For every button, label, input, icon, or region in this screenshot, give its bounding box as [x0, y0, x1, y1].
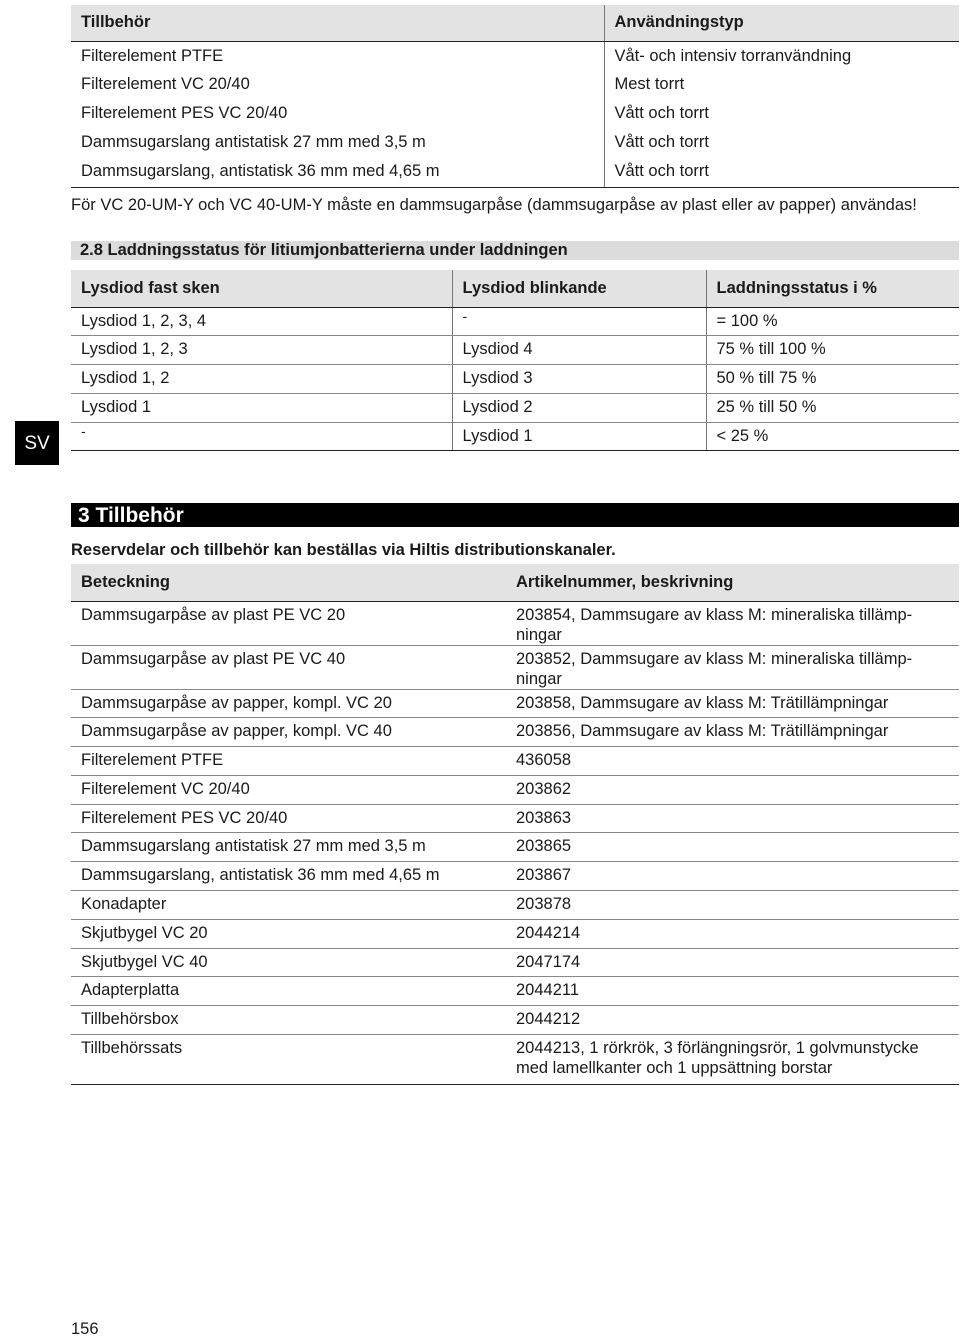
table-cell: Våt- och intensiv torranvändning — [604, 41, 959, 70]
table-cell: Adapterplatta — [71, 977, 506, 1006]
table-row — [71, 41, 959, 70]
table-row — [71, 804, 959, 833]
table-cell: Lysdiod 1, 2, 3 — [71, 336, 452, 365]
table-cell: = 100 % — [706, 307, 959, 336]
table-cell: 25 % till 50 % — [706, 393, 959, 422]
bag-requirement-note: För VC 20-UM-Y och VC 40-UM-Y måste en dammsugarpåse (dammsugarpåse av plast eller av papper) användas! — [71, 196, 917, 214]
page-number: 156 — [71, 1320, 99, 1338]
table-cell: - — [71, 422, 452, 451]
table-row — [71, 1006, 959, 1035]
table-cell: Filterelement PTFE — [81, 46, 224, 65]
table-cell: Lysdiod 1 — [452, 422, 706, 451]
table-cell: 50 % till 75 % — [706, 365, 959, 394]
charge-status-table — [71, 270, 959, 451]
table-cell: 75 % till 100 % — [706, 336, 959, 365]
table-cell: Konadapter — [71, 891, 506, 920]
table-cell: Skjutbygel VC 40 — [71, 948, 506, 977]
table-header-row — [71, 5, 959, 41]
table-cell: 203852, Dammsugare av klass M: mineraliska tillämp- ningar — [506, 645, 959, 689]
table-row — [71, 862, 959, 891]
column-header: Tillbehör — [71, 5, 604, 41]
table-row — [71, 601, 959, 645]
table-cell: - — [452, 307, 706, 336]
table-cell: Filterelement VC 20/40 — [71, 775, 506, 804]
column-header: Lysdiod fast sken — [71, 270, 452, 307]
table-cell: 203867 — [506, 862, 959, 891]
table-cell: Vått och torrt — [604, 99, 959, 128]
table-cell: 2044211 — [506, 977, 959, 1006]
table-row — [71, 977, 959, 1006]
spare-parts-table — [71, 564, 959, 1085]
table-cell: Lysdiod 4 — [452, 336, 706, 365]
table-cell: Dammsugarslang, antistatisk 36 mm med 4,65 m — [71, 157, 604, 187]
table-row — [71, 422, 959, 451]
table-row — [71, 775, 959, 804]
table-cell: Tillbehörsbox — [71, 1006, 506, 1035]
table-header-row — [71, 270, 959, 307]
table-row — [71, 128, 959, 157]
table-cell: Dammsugarslang antistatisk 27 mm med 3,5 m — [71, 833, 506, 862]
language-tab: SV — [15, 421, 59, 465]
table-cell: 2044214 — [506, 919, 959, 948]
table-cell: < 25 % — [706, 422, 959, 451]
table-row — [71, 99, 959, 128]
table-row — [71, 747, 959, 776]
table-cell: Dammsugarpåse av papper, kompl. VC 40 — [71, 718, 506, 747]
table-row — [71, 157, 959, 187]
table-cell: Dammsugarslang antistatisk 27 mm med 3,5 m — [81, 133, 426, 151]
table-cell: Dammsugarpåse av plast PE VC 20 — [71, 601, 506, 645]
table-row — [71, 70, 959, 99]
table-cell: 436058 — [506, 747, 959, 776]
table-row — [71, 365, 959, 394]
table-row — [71, 393, 959, 422]
table-cell: Filterelement PES VC 20/40 — [71, 804, 506, 833]
table-cell: Filterelement VC 20/40 — [81, 75, 250, 93]
table-cell: 203858, Dammsugare av klass M: Trätillämpningar — [506, 689, 959, 718]
table-cell: Lysdiod 1 — [71, 393, 452, 422]
table-cell: Lysdiod 1, 2, 3, 4 — [71, 307, 452, 336]
table-cell: Lysdiod 2 — [452, 393, 706, 422]
section-lead-text: Reservdelar och tillbehör kan beställas via Hiltis distributionskanaler. — [71, 541, 616, 559]
table-row — [71, 919, 959, 948]
table-row — [71, 891, 959, 920]
table-cell: Vått och torrt — [604, 157, 959, 187]
table-row — [71, 833, 959, 862]
section-heading-3: 3 Tillbehör — [71, 503, 959, 527]
table-cell: 2044212 — [506, 1006, 959, 1035]
column-header: Laddningsstatus i % — [706, 270, 959, 307]
accessory-usage-table — [71, 5, 959, 188]
table-cell: Filterelement PTFE — [71, 747, 506, 776]
table-row — [71, 336, 959, 365]
table-cell: Filterelement PES VC 20/40 — [81, 104, 288, 122]
column-header: Beteckning — [71, 564, 506, 601]
table-cell: 203878 — [506, 891, 959, 920]
table-cell: Lysdiod 1, 2 — [71, 365, 452, 394]
table-row — [71, 307, 959, 336]
table-row — [71, 689, 959, 718]
table-cell: 203862 — [506, 775, 959, 804]
table-cell: Lysdiod 3 — [452, 365, 706, 394]
section-heading-2-8: 2.8 Laddningsstatus för litiumjonbatterierna under laddningen — [71, 241, 959, 260]
table-cell: 2047174 — [506, 948, 959, 977]
table-cell: 203854, Dammsugare av klass M: mineraliska tillämp- ningar — [506, 601, 959, 645]
table-cell: Mest torrt — [604, 70, 959, 99]
table-cell: Dammsugarpåse av papper, kompl. VC 20 — [71, 689, 506, 718]
table-row — [71, 718, 959, 747]
column-header: Lysdiod blinkande — [452, 270, 706, 307]
table-cell: 203856, Dammsugare av klass M: Trätillämpningar — [506, 718, 959, 747]
table-cell: 203863 — [506, 804, 959, 833]
table-cell: 203865 — [506, 833, 959, 862]
column-header: Användningstyp — [604, 5, 959, 41]
table-cell: Skjutbygel VC 20 — [71, 919, 506, 948]
table-cell: 2044213, 1 rörkrök, 3 förlängningsrör, 1 golvmunstycke med lamellkanter och 1 uppsättning borstar — [506, 1035, 959, 1085]
column-header: Artikelnummer, beskrivning — [506, 564, 959, 601]
table-row — [71, 1035, 959, 1085]
table-cell: Dammsugarslang, antistatisk 36 mm med 4,65 m — [71, 862, 506, 891]
table-cell: Tillbehörssats — [71, 1035, 506, 1085]
table-cell: Dammsugarpåse av plast PE VC 40 — [71, 645, 506, 689]
table-header-row — [71, 564, 959, 601]
table-cell: Vått och torrt — [604, 128, 959, 157]
table-row — [71, 645, 959, 689]
table-row — [71, 948, 959, 977]
